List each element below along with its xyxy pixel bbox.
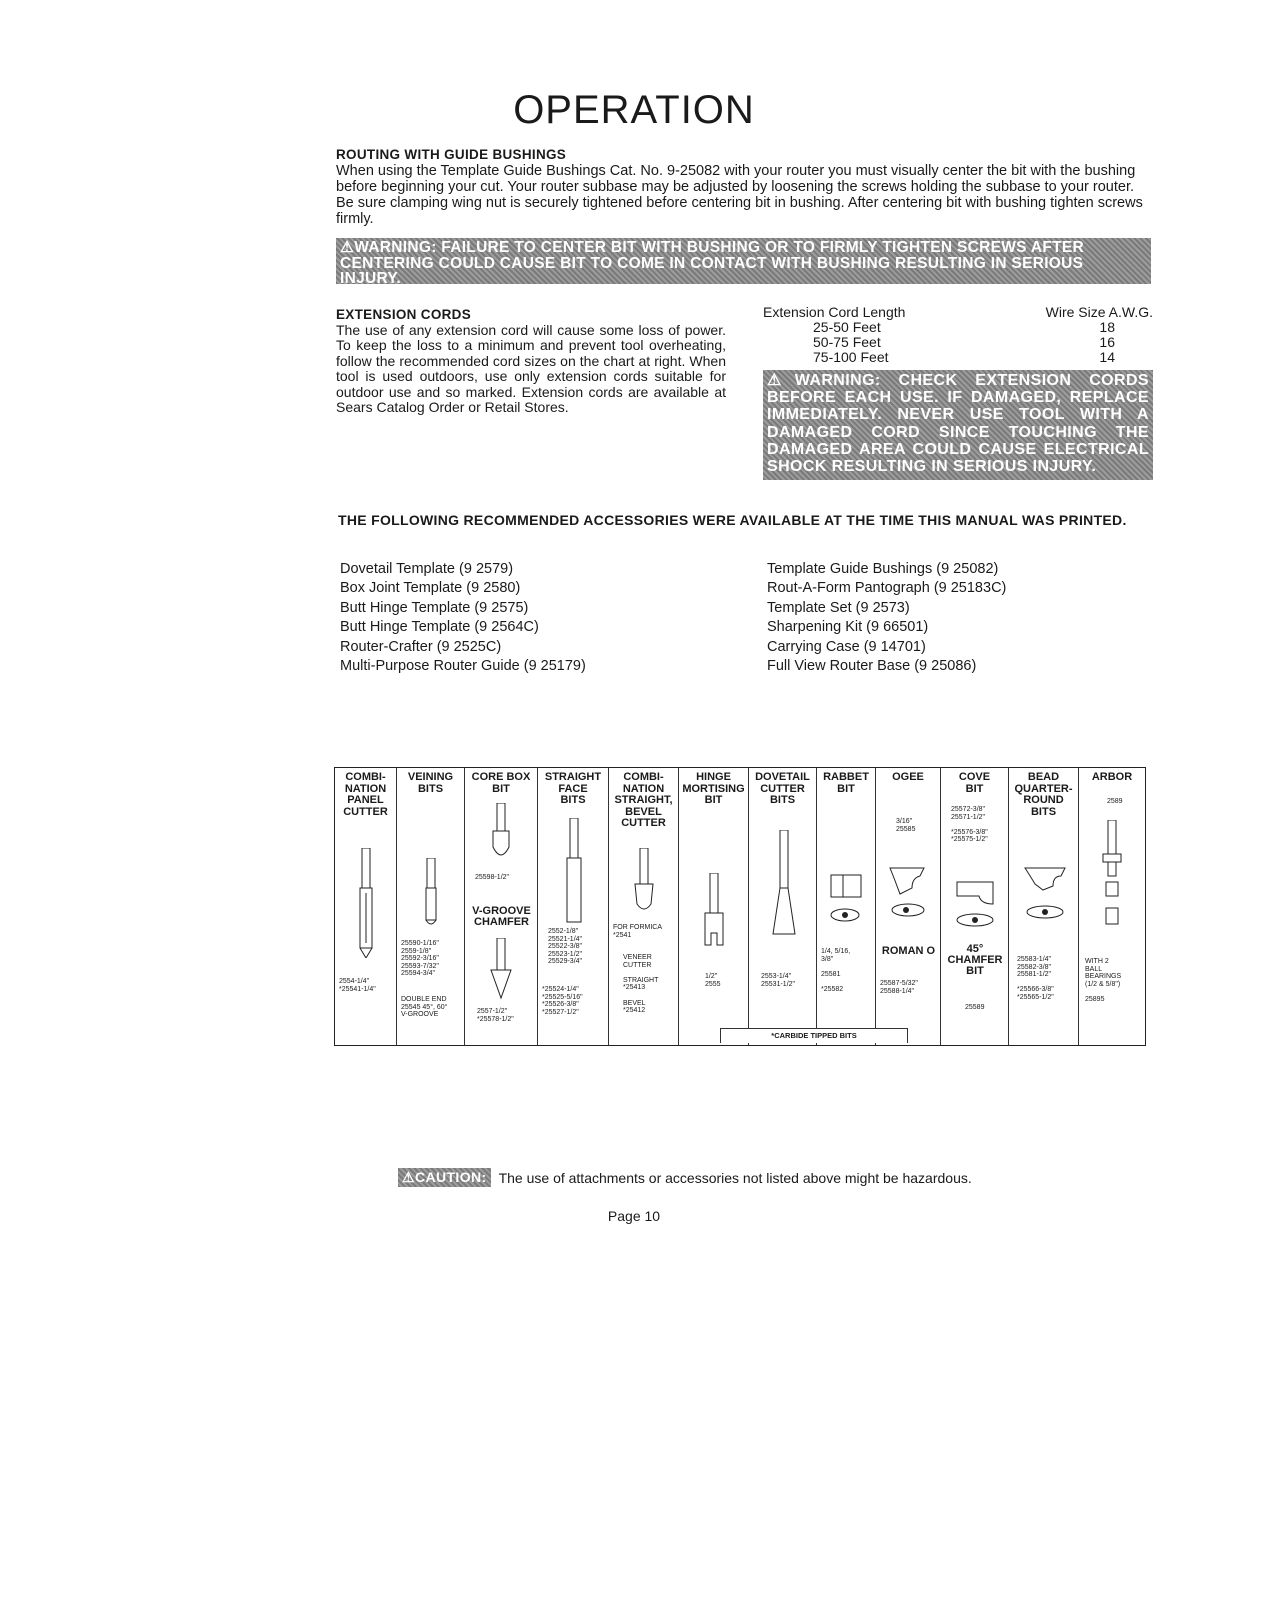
- bit-name: COVE BIT: [958, 771, 991, 795]
- bit-secondary-numbers: *25524-1/4" *25525-5/16" *25526-3/8" *25527-1/2": [542, 986, 583, 1016]
- bit-column: [876, 768, 941, 1045]
- bit-column: [465, 768, 538, 1045]
- bit-name: BEAD QUARTER- ROUND BITS: [1014, 771, 1073, 818]
- accessories-heading: THE FOLLOWING RECOMMENDED ACCESSORIES WERE AVAILABLE AT THE TIME THIS MANUAL WAS PRINTED.: [338, 512, 1127, 528]
- extension-section: [336, 307, 726, 416]
- bit-part-numbers: 25598-1/2": [475, 874, 510, 881]
- wire-size-header: Wire Size A.W.G.: [1045, 304, 1153, 320]
- accessory-item: Carrying Case (9 14701): [767, 638, 926, 655]
- bit-name: VEINING BITS: [407, 771, 454, 795]
- cord-length-cell: 75-100 Feet: [813, 349, 889, 365]
- bit-column: [335, 768, 397, 1045]
- bit-column: [538, 768, 609, 1045]
- page-title: OPERATION: [513, 88, 755, 132]
- bit-secondary-label: ROMAN O: [881, 945, 936, 957]
- cord-length-cell: 25-50 Feet: [813, 319, 881, 335]
- straight-face-bit-icon: [564, 818, 584, 928]
- warning-extension-text: WARNING: CHECK EXTENSION CORDS BEFORE EACH USE. IF DAMAGED, REPLACE IMMEDIATELY. NEVER USE TOOL WITH A DAMAGED CORD SINCE TOUCHING THE DAMAGED AREA COULD CAUSE ELECTRICAL SHOCK RESULTING IN SERIOUS INJURY.: [767, 372, 1149, 476]
- bit-part-numbers: 1/2" 2555: [705, 973, 721, 988]
- ogee-bit-icon: [886, 864, 930, 926]
- bit-secondary-numbers: 25587-5/32" 25588-1/4": [880, 980, 918, 995]
- cord-table-row: [763, 335, 1153, 350]
- bit-name: ARBOR: [1091, 771, 1133, 783]
- bit-name: CORE BOX BIT: [471, 771, 531, 795]
- bit-name: OGEE: [892, 771, 924, 783]
- cord-table-row: [763, 320, 1153, 335]
- bit-secondary-numbers: 25589: [965, 1004, 985, 1011]
- caution-text: The use of attachments or accessories not listed above might be hazardous.: [498, 1169, 972, 1186]
- cord-table-row: [763, 350, 1153, 365]
- warning-triangle-icon: ⚠: [340, 239, 355, 256]
- bit-name: STRAIGHT FACE BITS: [544, 771, 602, 806]
- cove-bit-icon: [953, 878, 999, 934]
- bit-extra-numbers: DOUBLE END 25545 45°, 60° V-GROOVE: [401, 996, 448, 1019]
- page-number: Page 10: [607, 1208, 661, 1224]
- bit-name: COMBI- NATION PANEL CUTTER: [343, 771, 388, 818]
- accessory-item: Router-Crafter (9 2525C): [340, 638, 502, 655]
- cord-length-cell: 50-75 Feet: [813, 334, 881, 350]
- warning-extension-cord: [763, 370, 1153, 480]
- bead-bit-icon: [1021, 864, 1069, 926]
- caution-badge: [398, 1168, 491, 1187]
- accessories-list-right: [767, 560, 1157, 676]
- bit-column: [397, 768, 465, 1045]
- bit-secondary-label: 45° CHAMFER BIT: [947, 943, 1003, 977]
- router-bits-chart: [334, 767, 1146, 1046]
- panel-cutter-bit-icon: [357, 848, 375, 958]
- accessories-list-left: [340, 560, 740, 676]
- bit-column: [609, 768, 679, 1045]
- accessory-item: Full View Router Base (9 25086): [767, 658, 977, 675]
- accessory-item: Rout-A-Form Pantograph (9 25183C): [767, 580, 1007, 597]
- v-groove-bit-icon: [487, 938, 517, 1006]
- bit-name: RABBET BIT: [823, 771, 869, 795]
- cord-size-table: [763, 305, 1153, 365]
- warning-bushing-text: WARNING: FAILURE TO CENTER BIT WITH BUSHING OR TO FIRMLY TIGHTEN SCREWS AFTER CENTERING COULD CAUSE BIT TO COME IN CONTACT WITH BUSHING RESULTING IN SERIOUS INJURY.: [340, 239, 1084, 287]
- bit-part-numbers: 3/16" 25585: [896, 818, 916, 833]
- bit-part-numbers: 25583-1/4" 25582-3/8" 25581-1/2" *25566-3/8" *25565-1/2": [1017, 956, 1054, 1001]
- bit-part-numbers: 2589: [1107, 798, 1123, 805]
- core-box-bit-icon: [487, 803, 517, 863]
- bit-secondary-label: V-GROOVE CHAMFER: [472, 905, 531, 928]
- caution-row: [398, 1168, 972, 1187]
- wire-size-cell: 18: [1099, 319, 1115, 335]
- carbide-note: *CARBIDE TIPPED BITS: [720, 1028, 908, 1043]
- bit-column: [749, 768, 817, 1045]
- extension-heading: EXTENSION CORDS: [336, 307, 472, 322]
- caution-label: CAUTION:: [414, 1169, 487, 1185]
- accessory-item: Butt Hinge Template (9 2564C): [340, 619, 539, 636]
- hinge-mortising-bit-icon: [699, 873, 729, 951]
- bit-part-numbers: 2553-1/4" 25531-1/2": [761, 973, 796, 988]
- cord-table-header: [763, 305, 1153, 320]
- accessory-item: Butt Hinge Template (9 2575): [340, 599, 529, 616]
- bit-column: [817, 768, 876, 1045]
- bit-part-numbers: 25572-3/8" 25571-1/2" *25576-3/8" *25575-1/2": [951, 806, 988, 844]
- accessory-item: Dovetail Template (9 2579): [340, 561, 514, 577]
- arbor-icon: [1097, 820, 1127, 930]
- dovetail-bit-icon: [769, 830, 799, 940]
- rabbet-bit-icon: [827, 873, 867, 929]
- bevel-cutter-bit-icon: [631, 848, 657, 918]
- extension-body: The use of any extension cord will cause some loss of power. To keep the loss to a minimum and prevent tool overheating, follow the recommended cord sizes on the chart at right. When tool is used outdoors, use only extension cords suitable for outdoor use and so marked. Extension cords are available at Sears Catalog Order or Retail Stores.: [336, 321, 726, 415]
- accessory-item: Template Guide Bushings (9 25082): [767, 561, 999, 577]
- bit-secondary-numbers: VENEER CUTTER STRAIGHT *25413 BEVEL *25412: [623, 954, 659, 1015]
- bit-part-numbers: 2554-1/4" *25541-1/4": [339, 978, 376, 993]
- bit-column: [1079, 768, 1145, 1045]
- accessory-item: Box Joint Template (9 2580): [340, 580, 521, 597]
- warning-bushing: [336, 238, 1151, 287]
- bit-part-numbers: 1/4, 5/16, 3/8" 25581 *25582: [821, 948, 851, 993]
- routing-body: When using the Template Guide Bushings Cat. No. 9-25082 with your router you must visually center the bit with the bushing before beginning your cut. Your router subbase may be adjusted by loosening the screws holding the subbase to your router. Be sure clamping wing nut is securely tightened before centering bit in bushing. After centering bit with bushing tighten screws firmly.: [336, 163, 1143, 227]
- bit-name: HINGE MORTISING BIT: [682, 771, 745, 806]
- bit-column: [941, 768, 1009, 1045]
- accessory-item: Template Set (9 2573): [767, 599, 910, 616]
- bit-part-numbers: 2552-1/8" 25521-1/4" 25522-3/8" 25523-1/2" 25529-3/4": [548, 928, 583, 966]
- accessory-item: Multi-Purpose Router Guide (9 25179): [340, 658, 586, 675]
- bit-name: COMBI- NATION STRAIGHT, BEVEL CUTTER: [614, 771, 673, 829]
- wire-size-cell: 16: [1099, 334, 1115, 350]
- bit-secondary-numbers: 2557-1/2" *25578-1/2": [477, 1008, 514, 1023]
- routing-section: [336, 147, 1151, 227]
- accessory-item: Sharpening Kit (9 66501): [767, 619, 929, 636]
- warning-triangle-icon: ⚠: [402, 1169, 415, 1185]
- bit-column: [679, 768, 749, 1045]
- bit-column: [1009, 768, 1079, 1045]
- bit-secondary-numbers: WITH 2 BALL BEARINGS (1/2 & 5/8") 25895: [1085, 958, 1122, 1003]
- wire-size-cell: 14: [1099, 349, 1115, 365]
- routing-heading: ROUTING WITH GUIDE BUSHINGS: [336, 147, 567, 162]
- cord-length-header: Extension Cord Length: [763, 304, 906, 320]
- bit-part-numbers: 25590-1/16" 2559-1/8" 25592-3/16" 25593-7/32" 25594-3/4": [401, 940, 439, 978]
- warning-triangle-icon: ⚠: [767, 372, 795, 389]
- veining-bit-icon: [423, 858, 439, 928]
- bit-name: DOVETAIL CUTTER BITS: [755, 771, 810, 806]
- bit-part-numbers: FOR FORMICA *2541: [613, 924, 662, 939]
